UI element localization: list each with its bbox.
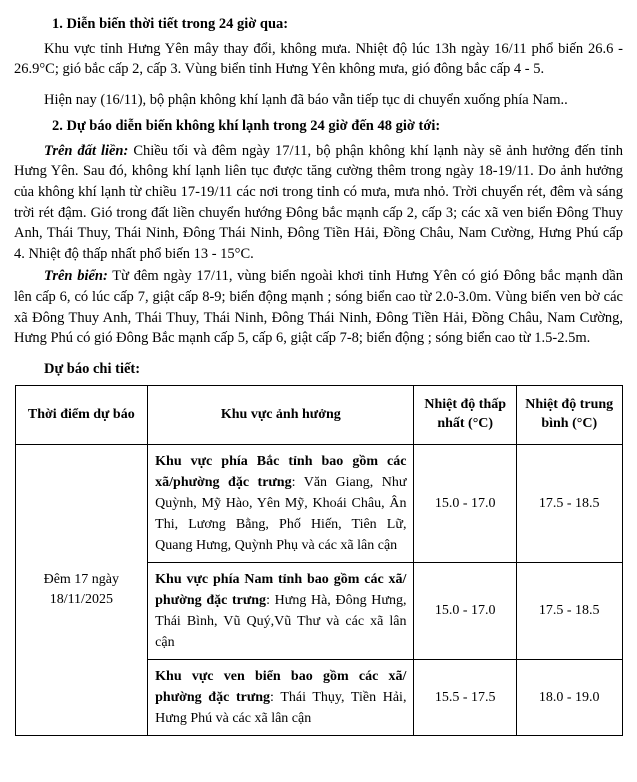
land-label: Trên đất liền: — [44, 142, 129, 159]
section-2-land-paragraph — [14, 141, 623, 264]
table-title: Dự báo chi tiết: — [44, 360, 141, 377]
avg-temp-cell: 18.0 - 19.0 — [516, 660, 622, 736]
avg-temp-cell: 17.5 - 18.5 — [516, 563, 622, 660]
area-text: : Hưng Hà, Đông Hưng, Thái Bình, Vũ Quý,Vũ Thư và các xã lân cận — [155, 593, 407, 651]
area-label: Khu vực ven biển bao gồm các xã/ phường đặc trưng — [155, 669, 407, 706]
area-cell — [148, 563, 414, 660]
sea-text: Từ đêm ngày 17/11, vùng biển ngoài khơi tỉnh Hưng Yên có gió Đông bắc mạnh dần lên cấp 6, có lúc cấp 7, giật cấp 8-9; biển động mạnh ; sóng biển cao từ 2.0-3.0m. Vùng biển ven bờ các xã Đông Thuy Anh, Thái Thuy, Thái Ninh, Đông Thái Ninh, Đông Tiền Hải, Đồng Châu, Nam Cường, Hưng Phú có gió Đông Bắc mạnh cấp 5, cấp 6, giật cấp 7-8; biển động ; sóng biển cao từ 1.5-2.5m. — [14, 268, 624, 347]
header-time: Thời điểm dự báo — [15, 386, 148, 445]
table-header-row — [15, 386, 622, 445]
time-cell: Đêm 17 ngày 18/11/2025 — [15, 445, 148, 736]
area-cell — [148, 445, 414, 563]
header-area: Khu vực ảnh hưởng — [148, 386, 414, 445]
area-text: : Thái Thụy, Tiền Hải, Hưng Phú và các xã lân cận — [155, 690, 407, 727]
avg-temp-cell: 17.5 - 18.5 — [516, 445, 622, 563]
min-temp-cell: 15.5 - 17.5 — [414, 660, 517, 736]
header-min-temp: Nhiệt độ thấp nhất (°C) — [414, 386, 517, 445]
header-avg-temp: Nhiệt độ trung bình (°C) — [516, 386, 622, 445]
area-label: Khu vực phía Nam tỉnh bao gồm các xã/ phường đặc trưng — [155, 572, 407, 609]
land-text: Chiều tối và đêm ngày 17/11, bộ phận không khí lạnh này sẽ ảnh hưởng đến tỉnh Hưng Yên. Sau đó, không khí lạnh liên tục được tăng cường thêm trong ngày 18-19/11. Do ảnh hưởng của không khí lạnh từ chiều 17-19/11 các nơi trong tỉnh có mưa, mưa nhỏ. Trời chuyển rét, đêm và sáng trời rét đậm. Gió trong đất liền chuyển hướng Đông bắc mạnh cấp 2, cấp 3; các xã ven biển Đông Thuy Anh, Thái Thuy, Thái Ninh, Đông Thái Ninh, Đông Tiền Hải, Đồng Châu, Nam Cường, Hưng Phú cấp 4. Nhiệt độ thấp nhất phổ biến 13 - 15°C. — [14, 142, 623, 262]
section-2-heading: 2. Dự báo diễn biến không khí lạnh trong 24 giờ đến 48 giờ tới: — [52, 118, 441, 135]
min-temp-cell: 15.0 - 17.0 — [414, 563, 517, 660]
sea-label: Trên biển: — [44, 268, 108, 285]
min-temp-cell: 15.0 - 17.0 — [414, 445, 517, 563]
forecast-table — [15, 385, 623, 736]
area-cell — [148, 660, 414, 736]
section-1-paragraph-1: Khu vực tỉnh Hưng Yên mây thay đổi, không mưa. Nhiệt độ lúc 13h ngày 16/11 phổ biến 26.6 - 26.9°C; gió bắc cấp 2, cấp 3. Vùng biển tỉnh Hưng Yên không mưa, gió đông bắc cấp 4 - 5. — [14, 40, 623, 78]
area-label: Khu vực phía Bắc tỉnh bao gồm các xã/phường đặc trưng — [155, 454, 407, 491]
area-text: : Văn Giang, Như Quỳnh, Mỹ Hào, Yên Mỹ, Khoái Châu, Ân Thi, Lương Bằng, Phố Hiến, Tiên Lữ, Quang Hưng, Quỳnh Phụ và các xã lân cận — [155, 475, 407, 554]
section-1-paragraph-2: Hiện nay (16/11), bộ phận không khí lạnh đã báo vẫn tiếp tục di chuyển xuống phía Nam.. — [44, 91, 568, 108]
section-2-sea-paragraph — [14, 266, 623, 348]
table-row — [15, 445, 622, 563]
section-1-heading: 1. Diễn biến thời tiết trong 24 giờ qua: — [52, 16, 289, 32]
